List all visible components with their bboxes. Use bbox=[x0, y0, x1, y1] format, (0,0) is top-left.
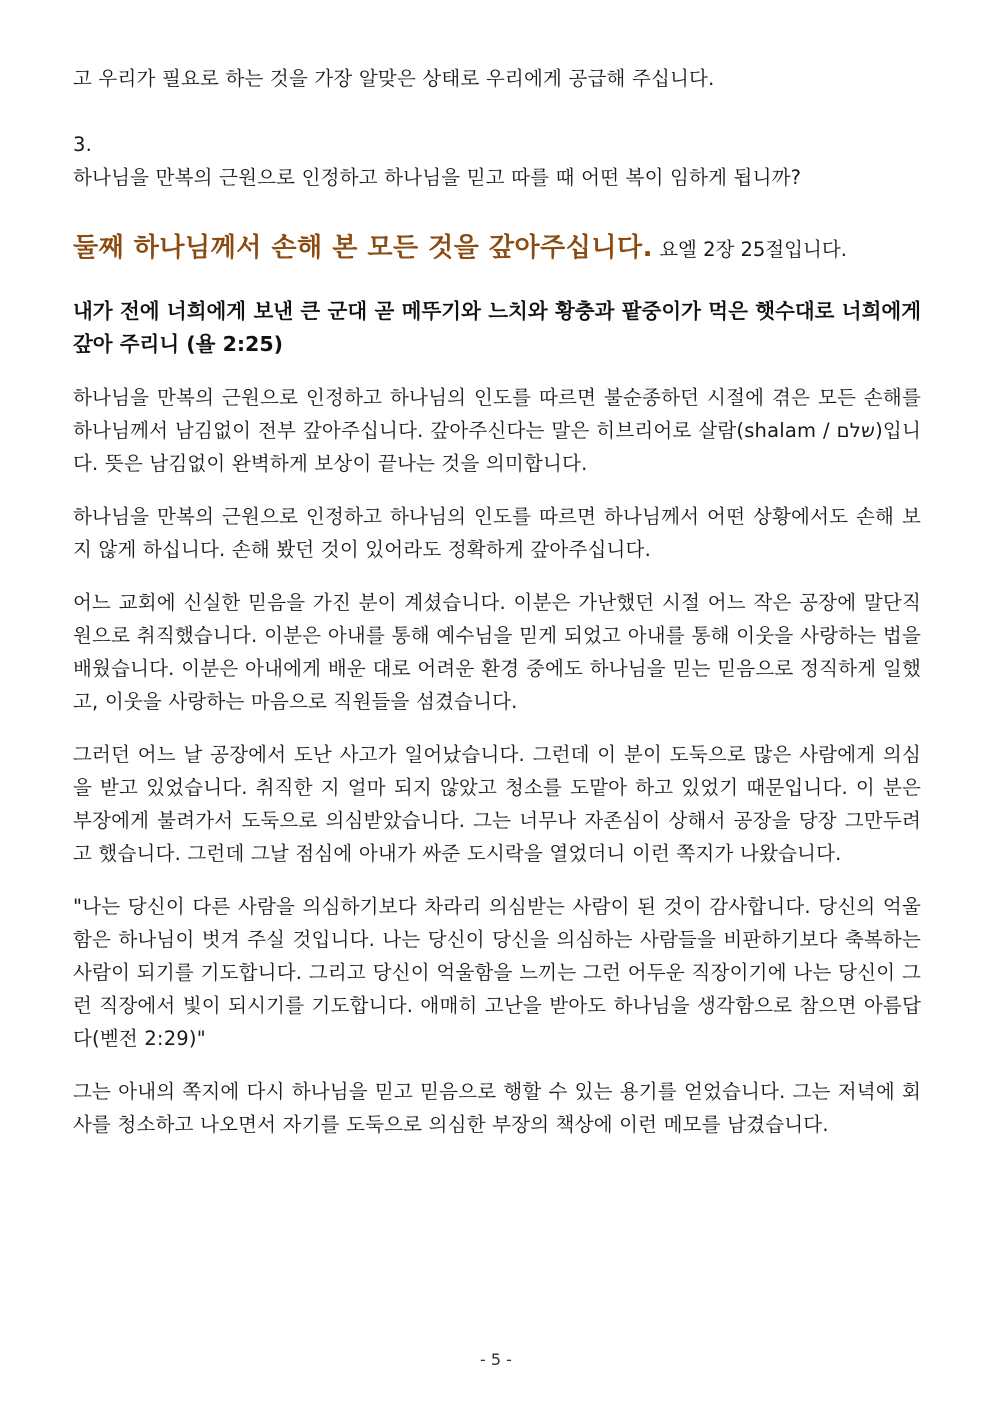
paragraph-continuation: 고 우리가 필요로 하는 것을 가장 알맞은 상태로 우리에게 공급해 주십니다. bbox=[73, 67, 715, 90]
question-number: 3. bbox=[73, 133, 93, 156]
section-heading-title: 둘째 하나님께서 손해 본 모든 것을 갚아주십니다. bbox=[73, 233, 654, 263]
paragraph-2: 하나님을 만복의 근원으로 인정하고 하나님의 인도를 따르면 하나님께서 어떤 상황에서도 손해 보지 않게 하십니다. 손해 봤던 것이 있어라도 정확하게 갚아주십니다. bbox=[73, 505, 921, 561]
page-number: - 5 - bbox=[480, 1350, 512, 1369]
paragraph-5-quote: "나는 당신이 다른 사람을 의심하기보다 차라리 의심받는 사람이 된 것이 감사합니다. 당신의 억울함은 하나님이 벗겨 주실 것입니다. 나는 당신이 당신을 의심하는 사람들을 비판하기보다 축복하는 사람이 되기를 기도합니다. 그리고 당신이 억울함을 느끼는 그런 어두운 직장이기에 나는 당신이 그런 직장에서 빛이 되시기를 기도합니다. 애매히 고난을 받아도 하나님을 생각함으로 참으면 아름답다(벧전 2:29)" bbox=[73, 895, 921, 1050]
document-body bbox=[73, 62, 921, 1141]
section-heading bbox=[73, 228, 921, 271]
paragraph-6: 그는 아내의 쪽지에 다시 하나님을 믿고 믿음으로 행할 수 있는 용기를 얻었습니다. 그는 저녁에 회사를 청소하고 나오면서 자기를 도둑으로 의심한 부장의 책상에 이런 메모를 남겼습니다. bbox=[73, 1080, 921, 1136]
paragraph-1: 하나님을 만복의 근원으로 인정하고 하나님의 인도를 따르면 불순종하던 시절에 겪은 모든 손해를 하나님께서 남김없이 전부 갚아주십니다. 갚아주신다는 말은 히브리어로 살람(shalam / שלם)입니다. 뜻은 남김없이 완벽하게 보상이 끝나는 것을 의미합니다. bbox=[73, 386, 921, 475]
paragraph-4: 그러던 어느 날 공장에서 도난 사고가 일어났습니다. 그런데 이 분이 도둑으로 많은 사람에게 의심을 받고 있었습니다. 취직한 지 얼마 되지 않았고 청소를 도맡아 하고 있었기 때문입니다. 이 분은 부장에게 불려가서 도둑으로 의심받았습니다. 그는 너무나 자존심이 상해서 공장을 당장 그만두려고 했습니다. 그런데 그날 점심에 아내가 싸준 도시락을 열었더니 이런 쪽지가 나왔습니다. bbox=[73, 743, 921, 865]
paragraph-3: 어느 교회에 신실한 믿음을 가진 분이 계셨습니다. 이분은 가난했던 시절 어느 작은 공장에 말단직원으로 취직했습니다. 이분은 아내를 통해 예수님을 믿게 되었고 아내를 통해 이웃을 사랑하는 법을 배웠습니다. 이분은 아내에게 배운 대로 어려운 환경 중에도 하나님을 믿는 믿음으로 정직하게 일했고, 이웃을 사랑하는 마음으로 직원들을 섬겼습니다. bbox=[73, 591, 921, 713]
question-text: 하나님을 만복의 근원으로 인정하고 하나님을 믿고 따를 때 어떤 복이 임하게 됩니까? bbox=[73, 166, 802, 189]
section-heading-reference: 요엘 2장 25절입니다. bbox=[653, 238, 847, 261]
scripture-verse: 내가 전에 너희에게 보낸 큰 군대 곧 메뚜기와 느치와 황충과 팥중이가 먹은 햇수대로 너희에게 갚아 주리니 (욜 2:25) bbox=[73, 299, 921, 356]
